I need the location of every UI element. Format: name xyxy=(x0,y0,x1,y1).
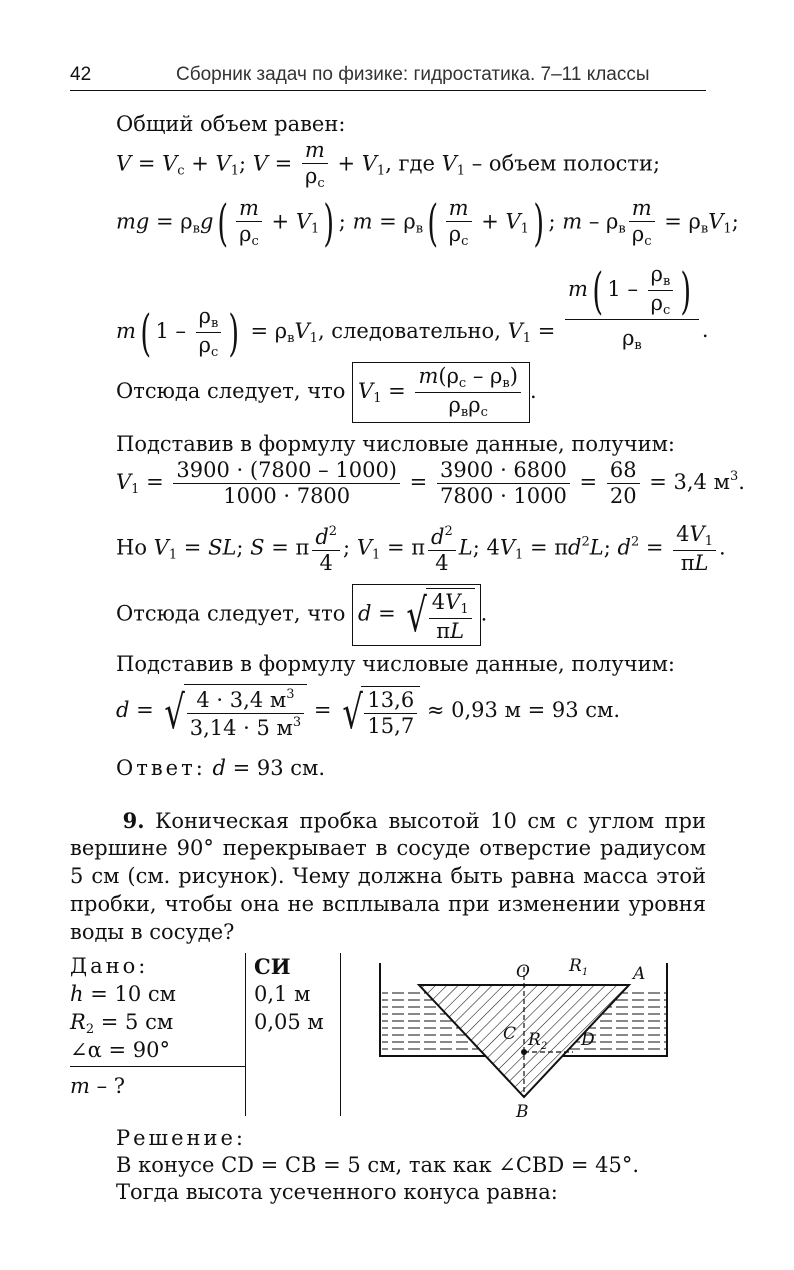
text-substitute-1: Подставив в формулу числовые данные, получим: xyxy=(116,432,676,456)
formula-v1-numeric: $V_1$ = $\frac{3900 \cdot (7800 - 1000)}{1000 \cdot 7800}$ = $\frac{3900 \cdot 6800}{7800 \cdot 1000}$ = $\frac{68}{20}$ = 3,4 $м^3$. xyxy=(116,458,745,508)
solution-label: Решение: xyxy=(116,1126,247,1150)
given-divider xyxy=(245,953,246,1116)
problem-text-line-3: 5 см (см. рисунок). Чему должна быть равна масса этой xyxy=(70,864,706,888)
formula-v1-derivation: m( 1 – $\frac{\rho_в}{\rho_с}$ ) = $\rho_вV_1$, следовательно, $V_1$ = m( 1 – $\frac{\rho_в}{\rho_с}$ ) $\rho_в$ . xyxy=(116,261,709,362)
si-divider xyxy=(340,953,341,1116)
solution-line-2: Тогда высота усеченного конуса равна: xyxy=(116,1180,558,1204)
text-total-volume: Общий объем равен: xyxy=(116,112,346,136)
label-c: C xyxy=(503,1024,517,1044)
text-substitute-2: Подставив в формулу числовые данные, получим: xyxy=(116,652,676,676)
formula-d-numeric: d = √ $\frac{4 \cdot 3,4 м^3}{3,14 \cdot 5 м^3}$ = √ $\frac{13,6}{15,7}$ ≈ 0,93 м = 93 см. xyxy=(116,684,621,740)
solution-line-1: В конусе CD = CB = 5 см, так как ∠CBD = 45°. xyxy=(116,1153,640,1177)
problem-text-line-1: 9. Коническая пробка высотой 10 см с углом при xyxy=(122,808,706,833)
given-radius: $R_2 = 5$ см xyxy=(70,1010,174,1037)
label-o: O xyxy=(516,962,530,982)
problem-text-line-5: воды в сосуде? xyxy=(70,920,235,944)
label-d: D xyxy=(581,1030,595,1050)
running-title: Сборник задач по физике: гидростатика. 7–11 классы xyxy=(176,64,650,85)
given-angle: ∠α = 90° xyxy=(70,1038,170,1062)
page-number: 42 xyxy=(70,64,92,85)
given-find: m – ? xyxy=(70,1074,126,1098)
formula-diameter: Но $V_1$ = SL; S = π $\frac{d^2}{4}$ ; $V_1 = \pi$ $\frac{d^2}{4}$ L; $4V_1 = \pi d^2L$; $d^2$ = $\frac{4V_1}{\pi L}$ . xyxy=(116,522,726,575)
label-r1: $R_1$ xyxy=(569,956,589,978)
header-rule xyxy=(70,90,706,91)
answer-line: Ответ: d = 93 см. xyxy=(116,756,326,780)
problem-text-line-4: пробки, чтобы она не всплывала при изменении уровня xyxy=(70,892,706,916)
point-c xyxy=(521,1049,527,1055)
given-label: Дано: xyxy=(70,954,149,978)
si-label: СИ xyxy=(254,954,291,979)
cone-plug-figure xyxy=(375,955,675,1120)
given-separator xyxy=(70,1066,246,1067)
formula-volume: $V = V_с + V_1$; V = $\frac{m}{\rho_с}$ + $V_1$, где $V_1$ – объем полости; xyxy=(116,138,661,191)
label-a: A xyxy=(633,964,646,984)
boxed-d-result: Отсюда следует, что d = √ $\frac{4V_1}{\pi L}$ . xyxy=(116,584,487,646)
boxed-v1-result: Отсюда следует, что $V_1$ = $\frac{m(\rho_с - \rho_в)}{\rho_в\rho_с}$ . xyxy=(116,362,537,423)
label-r2: $R_2$ xyxy=(528,1030,548,1052)
si-radius: 0,05 м xyxy=(254,1010,324,1034)
given-height: h = 10 см xyxy=(70,982,176,1006)
formula-balance: mg = $\rho_вg$( $\frac{m}{\rho_с}$ + $V_1$) ; $m = \rho_в$( $\frac{m}{\rho_с}$ + $V_1$) ; m – $\rho_в$ $\frac{m}{\rho_с}$ = $\rho_вV_1$; xyxy=(116,194,739,252)
problem-text-line-2: вершине 90° перекрывает в сосуде отверстие радиусом xyxy=(70,836,706,860)
si-height: 0,1 м xyxy=(254,982,311,1006)
label-b: B xyxy=(516,1102,529,1120)
